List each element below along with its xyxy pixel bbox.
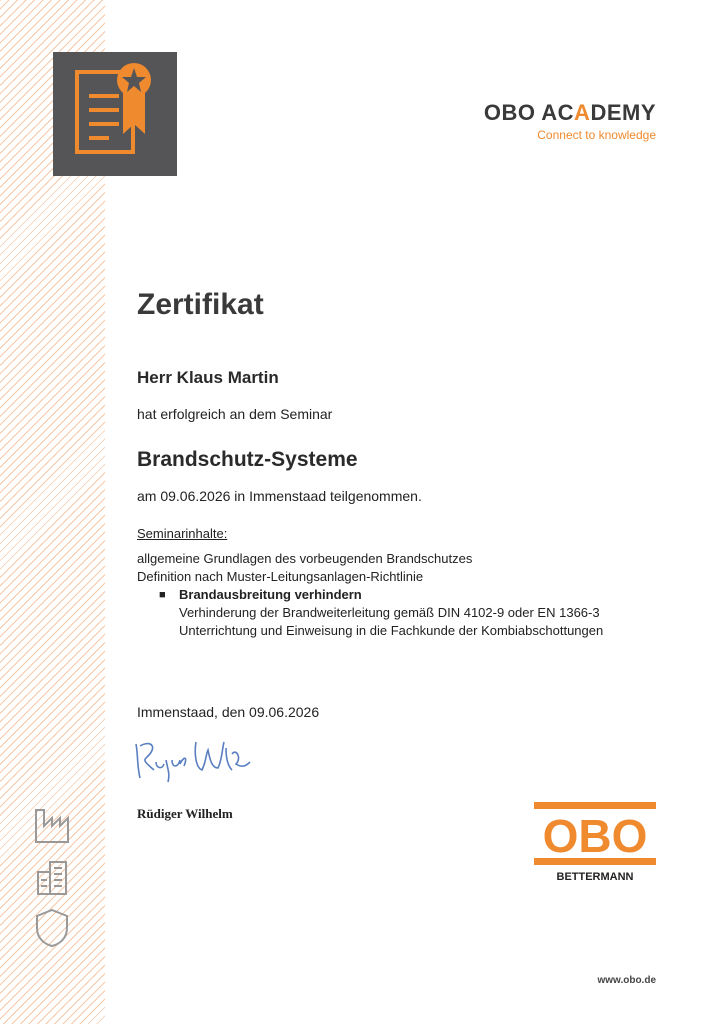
- website-url: www.obo.de: [597, 975, 656, 986]
- svg-text:BETTERMANN: BETTERMANN: [556, 871, 634, 883]
- seminar-contents: [137, 550, 657, 640]
- signer-name: Rüdiger Wilhelm: [137, 806, 233, 821]
- bullet-text: Verhinderung der Brandweiterleitung gemäß DIN 4102-9 oder EN 1366-3 Unterrichtung und Einweisung in die Fachkunde der Kombiabschottungen: [179, 605, 604, 638]
- brand-tagline: Connect to knowledge: [537, 128, 656, 142]
- seminar-title: Brandschutz-Systeme: [137, 448, 358, 471]
- obo-bettermann-logo: [534, 800, 656, 884]
- office-building-icon: [32, 858, 72, 898]
- handwritten-signature: [132, 734, 252, 784]
- obo-academy-brand: [484, 100, 656, 142]
- intro-text: hat erfolgreich an dem Seminar: [137, 406, 333, 422]
- certificate-ribbon-icon: [53, 52, 177, 176]
- content-bullet: [159, 586, 657, 640]
- brand-name: OBO ACADEMY: [483, 100, 656, 125]
- closing-date: Immenstaad, den 09.06.2026: [137, 704, 320, 720]
- contents-heading: Seminarinhalte:: [137, 526, 228, 541]
- certificate-badge: [53, 52, 177, 176]
- svg-text:OBO: OBO: [542, 810, 648, 862]
- content-line: Definition nach Muster-Leitungsanlagen-Richtlinie: [137, 569, 424, 584]
- certificate-title: Zertifikat: [137, 288, 264, 321]
- shield-icon: [32, 906, 72, 948]
- obo-logo-graphic: [534, 800, 656, 884]
- date-place: am 09.06.2026 in Immenstaad teilgenommen.: [137, 488, 422, 504]
- factory-icon: [32, 806, 72, 846]
- bullet-square-icon: ■: [159, 589, 166, 601]
- content-line: allgemeine Grundlagen des vorbeugenden Brandschutzes: [137, 551, 473, 566]
- bullet-title: Brandausbreitung verhindern: [179, 587, 362, 602]
- recipient-name: Herr Klaus Martin: [137, 368, 279, 387]
